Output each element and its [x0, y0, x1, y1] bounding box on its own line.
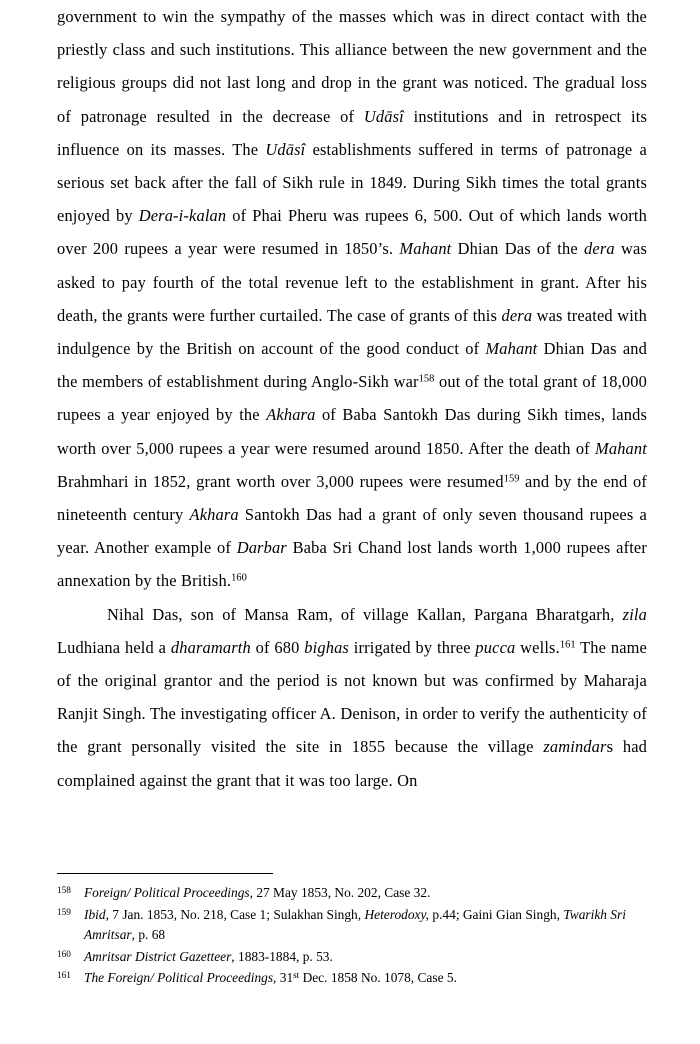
italic-term: Udāsî: [363, 106, 404, 126]
footnote-entry: [57, 883, 649, 904]
text-run: , 27 May 1853, No. 202, Case 32.: [249, 885, 431, 900]
italic-term: Heterodoxy,: [364, 906, 430, 922]
footnote-text: [84, 883, 649, 904]
text-run: p.44; Gaini Gian Singh,: [429, 906, 564, 922]
footnote-reference-marker: 158: [418, 373, 435, 385]
text-run: Ludhiana held a: [57, 637, 171, 657]
footnote-separator-rule: [57, 873, 273, 874]
italic-term: Foreign/ Political Proceedings: [84, 885, 250, 900]
text-run: , 31: [273, 970, 294, 986]
text-run: Dec. 1858 No. 1078, Case 5.: [299, 970, 457, 986]
footnote-number: 160: [57, 949, 71, 960]
italic-term: Akhara: [189, 505, 239, 525]
ordinal-suffix: st: [293, 970, 300, 981]
text-run: was asked to pay fourth of the total revenue left to the establishment in grant. After his death, the grants were further curtailed. The case of grants of this: [57, 239, 647, 325]
italic-term: dera: [584, 239, 615, 259]
footnote-entry: [57, 905, 649, 946]
text-run: , 7 Jan. 1853, No. 218, Case 1; Sulakhan Singh,: [105, 906, 365, 922]
footnote-reference-marker: 159: [503, 473, 520, 485]
italic-term: Twarikh Sri Amritsar: [84, 906, 626, 943]
text-run: institutions and in retrospect its influence on its masses. The: [57, 106, 647, 159]
text-run: was treated with indulgence by the British on account of the good conduct of: [57, 305, 647, 359]
italic-term: Dera-i-kalan: [138, 206, 227, 226]
footnote-text: [84, 947, 649, 968]
italic-term: Darbar: [236, 538, 287, 558]
text-run: s had complained against the grant that it was too large. On: [57, 737, 647, 790]
italic-term: Udāsî: [265, 139, 306, 159]
text-run: Santokh Das had a grant of only seven thousand rupees a year. Another example of: [57, 505, 647, 558]
footnote-text: [84, 905, 649, 946]
italic-term: pucca: [475, 637, 516, 657]
italic-term: Amritsar District Gazetteer: [84, 948, 232, 964]
footnote-reference-marker: 160: [231, 573, 247, 584]
text-run: Baba Sri Chand lost lands worth 1,000 rupees after annexation by the British.: [57, 538, 647, 591]
text-run: wells.: [515, 637, 560, 657]
text-run: establishments suffered in terms of patronage a serious set back after the fall of Sikh rule in 1849. During Sikh times the total grants enjoyed by: [57, 139, 647, 226]
text-run: of Baba Santokh Das during Sikh times, lands worth over 5,000 rupees a year were resumed around 1850. After the death of: [57, 405, 647, 458]
footnote-entry: [57, 947, 649, 968]
body-paragraph: [57, 598, 647, 797]
italic-term: Mahant: [595, 438, 647, 458]
footnote-reference-marker: 161: [559, 639, 576, 651]
footnote-list: [57, 883, 649, 989]
footnote-section: [57, 873, 649, 990]
italic-term: zamindar: [543, 737, 607, 757]
text-run: government to win the sympathy of the masses which was in direct contact with the priestly class and such institutions. This alliance between the new government and the religious groups did not last long and drop in the grant was noticed. The gradual loss of patronage resulted in the decrease of: [57, 7, 647, 126]
italic-term: Mahant: [399, 239, 452, 259]
text-run: , p. 68: [131, 927, 166, 943]
body-paragraph: [57, 0, 647, 598]
footnote-number: 159: [57, 907, 71, 918]
italic-term: dera: [501, 305, 533, 325]
body-text-block: [57, 0, 647, 797]
text-run: Dhian Das of the: [451, 239, 585, 259]
italic-term: dharamarth: [170, 637, 251, 657]
footnote-entry: [57, 968, 649, 989]
italic-term: Ibid: [84, 906, 106, 922]
italic-term: The Foreign/ Political Proceedings: [84, 970, 274, 986]
italic-term: bighas: [304, 637, 349, 657]
text-run: The name of the original grantor and the period is not known but was confirmed by Maharaja Ranjit Singh. The investigating officer A. Denison, in order to verify the authenticity of the grant personally visited the site in 1855 because the village: [57, 637, 647, 757]
text-run: of Phai Pheru was rupees 6, 500. Out of which lands worth over 200 rupees a year were resumed in 1850’s.: [57, 206, 647, 259]
italic-term: Mahant: [485, 339, 538, 359]
text-run: of 680: [250, 637, 305, 657]
text-run: Dhian Das and the members of establishment during Anglo-Sikh war: [57, 339, 647, 392]
text-run: irrigated by three: [348, 637, 476, 657]
text-run: and by the end of nineteenth century: [57, 471, 647, 525]
text-run: out of the total grant of 18,000 rupees a year enjoyed by the: [57, 372, 647, 425]
footnote-text: [84, 968, 649, 989]
italic-term: zila: [622, 604, 647, 624]
paragraph-list: [57, 0, 647, 797]
italic-term: Akhara: [266, 405, 316, 425]
footnote-number: 161: [57, 971, 71, 982]
footnote-number: 158: [57, 886, 71, 896]
text-run: Brahmhari in 1852, grant worth over 3,000 rupees were resumed: [57, 471, 504, 491]
text-run: Nihal Das, son of Mansa Ram, of village Kallan, Pargana Bharatgarh,: [107, 604, 623, 624]
text-run: , 1883-1884, p. 53.: [231, 948, 333, 964]
